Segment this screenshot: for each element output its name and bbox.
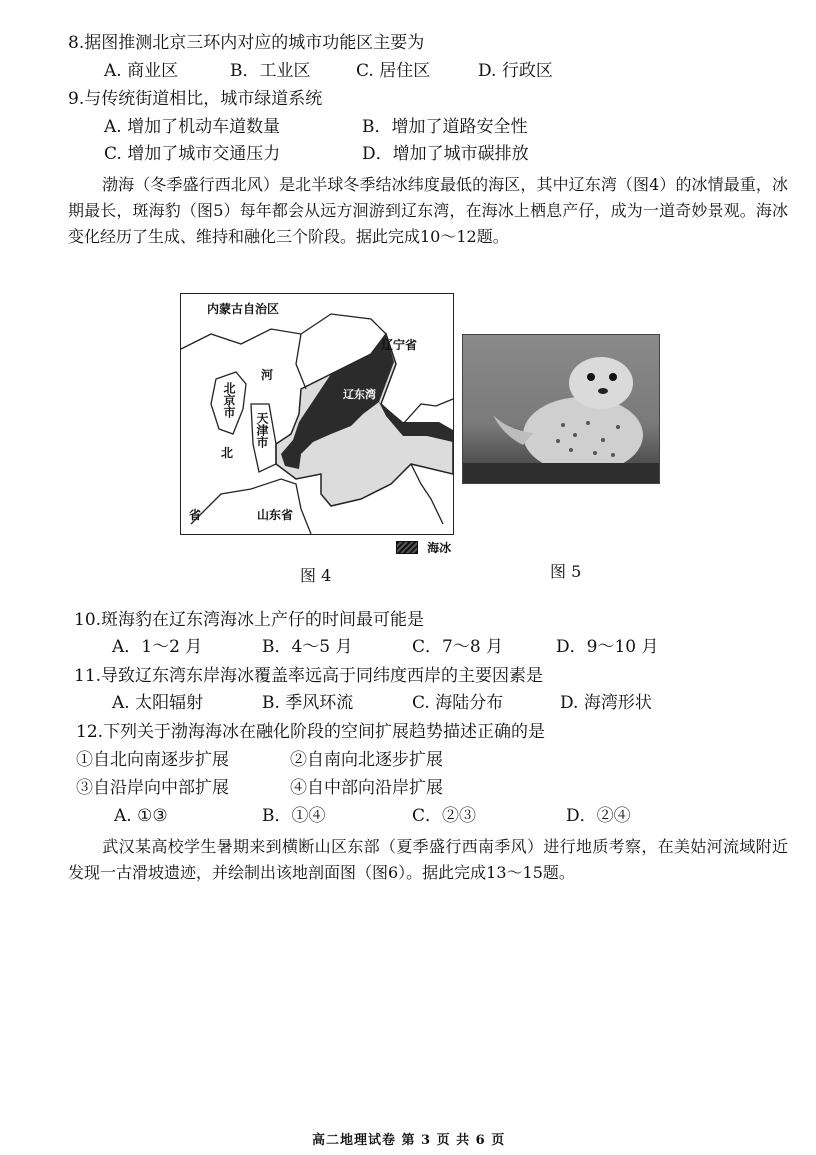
q12-option-a: A. ①③ bbox=[114, 806, 168, 826]
label-liaodong-bay: 辽东湾 bbox=[343, 388, 376, 401]
q11-option-d: D. 海湾形状 bbox=[560, 693, 652, 713]
label-shandong: 山东省 bbox=[257, 508, 294, 522]
q10-option-b: B．4～5 月 bbox=[262, 637, 353, 657]
liaoning-coast bbox=[403, 399, 453, 424]
label-hebei-sheng: 省 bbox=[189, 508, 202, 522]
q8-option-a: A. 商业区 bbox=[104, 61, 179, 81]
legend-ice-label: 海冰 bbox=[427, 541, 452, 555]
q8-option-c: C. 居住区 bbox=[356, 61, 431, 81]
map-legend bbox=[396, 537, 452, 555]
q10-option-c: C．7～8 月 bbox=[412, 637, 504, 657]
label-inner-mongolia: 内蒙古自治区 bbox=[207, 302, 280, 316]
figure-4-map bbox=[180, 293, 454, 535]
q12-stem: 12.下列关于渤海海冰在融化阶段的空间扩展趋势描述正确的是 bbox=[76, 722, 546, 742]
q10-stem: 10.斑海豹在辽东湾海冰上产仔的时间最可能是 bbox=[74, 610, 425, 630]
page-footer: 高二地理试卷 第 3 页 共 6 页 bbox=[312, 1133, 506, 1148]
province-border-1 bbox=[181, 314, 386, 349]
q8-option-d: D. 行政区 bbox=[478, 61, 553, 81]
label-beijing: 北京市 bbox=[222, 382, 236, 418]
passage-hengduan-text: 武汉某高校学生暑期来到横断山区东部（夏季盛行西南季风）进行地质考察，在美姑河流域附近发现一古滑坡遗迹，并绘制出该地剖面图（图6）。据此完成13～15题。 bbox=[68, 837, 788, 882]
legend-ice-swatch bbox=[396, 541, 418, 554]
q12-option-c: C．②③ bbox=[412, 806, 477, 826]
label-hebei-he: 河 bbox=[261, 368, 274, 382]
q11-stem: 11.导致辽东湾东岸海冰覆盖率远高于同纬度西岸的主要因素是 bbox=[74, 666, 544, 686]
label-liaoning: 辽宁省 bbox=[381, 338, 418, 352]
q9-option-b: B．增加了道路安全性 bbox=[362, 117, 528, 137]
q12-statement-1: ①自北向南逐步扩展 bbox=[76, 750, 229, 770]
q9-option-c: C. 增加了城市交通压力 bbox=[104, 144, 281, 164]
province-border-2 bbox=[296, 334, 306, 389]
q12-statement-3: ③自沿岸向中部扩展 bbox=[76, 778, 229, 798]
q9-option-a: A. 增加了机动车道数量 bbox=[104, 117, 281, 137]
q8-stem: 8.据图推测北京三环内对应的城市功能区主要为 bbox=[68, 33, 425, 53]
figure-5-caption: 图 5 bbox=[550, 562, 582, 581]
label-tianjin: 天津市 bbox=[255, 412, 269, 448]
figure-4-caption: 图 4 bbox=[300, 566, 332, 585]
label-hebei-bei: 北 bbox=[221, 446, 234, 460]
east-coast-islands bbox=[411, 464, 443, 524]
q12-option-d: D．②④ bbox=[566, 806, 631, 826]
q10-option-a: A．1～2 月 bbox=[112, 637, 203, 657]
q9-option-d: D．增加了城市碳排放 bbox=[362, 144, 529, 164]
passage-bohai-text: 渤海（冬季盛行西北风）是北半球冬季结冰纬度最低的海区，其中辽东湾（图4）的冰情最重，冰期最长，斑海豹（图5）每年都会从远方洄游到辽东湾，在海冰上栖息产仔，成为一道奇妙景观。海冰变化经历了生成、维持和融化三个阶段。据此完成10～12题。 bbox=[68, 175, 788, 246]
q9-stem: 9.与传统街道相比，城市绿道系统 bbox=[68, 89, 323, 109]
q8-option-b: B．工业区 bbox=[230, 61, 311, 81]
q11-option-c: C. 海陆分布 bbox=[412, 693, 504, 713]
passage-bohai bbox=[68, 172, 788, 250]
q12-statement-4: ④自中部向沿岸扩展 bbox=[290, 778, 443, 798]
q11-option-b: B. 季风环流 bbox=[262, 693, 354, 713]
passage-hengduan bbox=[68, 834, 788, 886]
q12-option-b: B．①④ bbox=[262, 806, 326, 826]
q11-option-a: A. 太阳辐射 bbox=[112, 693, 204, 713]
seal-illustration bbox=[463, 335, 659, 483]
figure-5-seal-photo bbox=[462, 334, 660, 484]
q10-option-d: D．9～10 月 bbox=[556, 637, 659, 657]
q12-statement-2: ②自南向北逐步扩展 bbox=[290, 750, 443, 770]
